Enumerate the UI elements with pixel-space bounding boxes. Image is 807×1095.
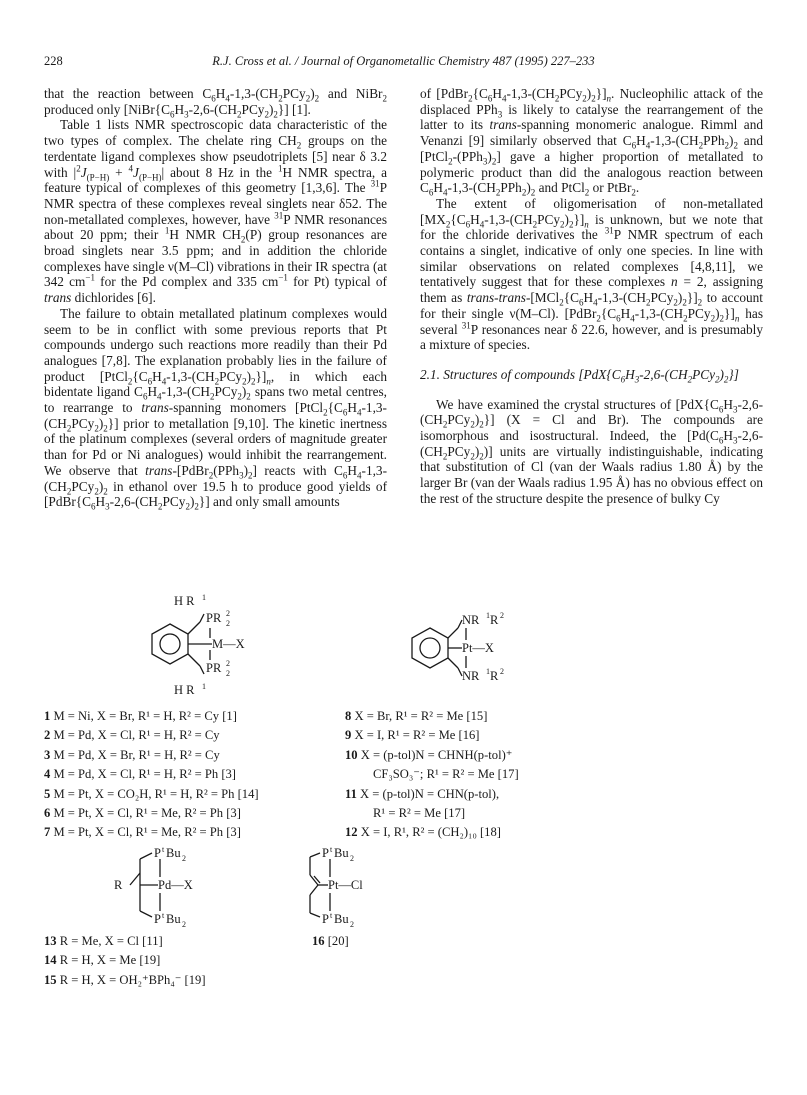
structure-pincer-pcp [130, 592, 300, 707]
compound-entry: 11 X = (p-tol)N = CHN(p-tol), [345, 786, 500, 801]
svg-text:2: 2 [226, 659, 230, 668]
svg-text:2: 2 [226, 619, 230, 628]
svg-text:2: 2 [226, 609, 230, 618]
right-column [420, 86, 763, 507]
svg-text:2: 2 [350, 854, 354, 863]
compound-entry: 15 R = H, X = OH₂⁺BPh₄⁻ [19] [44, 972, 206, 987]
compound-entry: 6 M = Pt, X = Cl, R¹ = Me, R² = Ph [3] [44, 806, 241, 821]
compound-entry: 8 X = Br, R¹ = R² = Me [15] [345, 709, 488, 723]
compound-entry: 14 R = H, X = Me [19] [44, 953, 161, 968]
running-head: R.J. Cross et al. / Journal of Organometallic Chemistry 487 (1995) 227–233 [212, 54, 595, 68]
svg-text:t: t [162, 845, 165, 854]
compound-entry: 9 X = I, R¹ = R² = Me [16] [345, 728, 480, 743]
paragraph: that the reaction between $C_6H_4-1,3-(CH_2PCy_2)_2$ and NiBr$_2$ produced only $[NiBr\{C_6H_3-2,6-(CH_2PCy_2)_2\}]$ [1]. [44, 86, 387, 120]
paragraph: of $[PdBr_2\{C_6H_4-1,3-(CH_2PCy_2)_2\}]_n$. Nucleophilic attack of the displaced PPh$_3$ is likely to catalyse the rearrangement of the latter to its trans-spanning monomeric analogue. Rimml and Venanzi [9] similarly observed that $C_6H_4-1,3-(CH_2PPh_2)_2$ and $[PtCl_2-(PPh_3)_2]$ gave a higher proportion of metallated to polymeric product than did the analogous reaction between $C_6H_4-1,3-(CH_2PPh_2)_2$ and PtCl$_2$ or PtBr$_2$. [420, 86, 764, 198]
compound-entry: 12 X = I, R¹, R² = (CH₂)₁₀ [18] [345, 825, 501, 840]
compound-entry: 13 R = Me, X = Cl [11] [44, 934, 163, 948]
structure-olefinic-pcp [290, 843, 440, 927]
s1-pr2-bottom: PR [206, 661, 222, 675]
compound-list-left [44, 707, 259, 843]
svg-text:2: 2 [182, 920, 186, 927]
s3-pd: Pd—X [158, 878, 193, 892]
svg-text:2: 2 [182, 854, 186, 863]
compound-entry: 7 M = Pt, X = Cl, R¹ = Me, R² = Ph [3] [44, 825, 241, 840]
paragraph: The extent of oligomerisation of non-metallated $[MX_2\{C_6H_4-1,3-(CH_2PCy_2)_2\}]_n$ is unknown, but we note that for the chloride derivatives the $^{31}$P NMR spectrum of each contains a singlet, indicative of only one species. In line with similar observations on related complexes [4,8,11], we tentatively suggest that for these complexes n = 2, assigning them as trans-$trans-[MCl_2\{C_6H_4-1,3-(CH_2PCy_2)_2\}]_2$ to account for their single ν(M–Cl). $[PdBr_2\{C_6H_4-1,3-(CH_2PCy_2)_2\}]_n$ has several $^{31}$P resonances near δ 22.6, however, and is presumably a mixture of species. [420, 195, 764, 353]
page-number: 228 [44, 54, 63, 68]
s1-h-r1-bottom: H R [174, 683, 195, 697]
s2-pt: Pt—X [462, 641, 494, 655]
compound-entry: 2 M = Pd, X = Cl, R¹ = H, R² = Cy [44, 728, 220, 743]
svg-text:2: 2 [350, 920, 354, 927]
compound-entry: CF₃SO₃⁻; R¹ = R² = Me [17] [373, 767, 519, 782]
s3-p-bottom: P [154, 912, 161, 926]
paragraph: We have examined the crystal structures of $[PdX\{C_6H_3-2,6-(CH_2PCy_2)_2\}] (X = Cl$ and Br). The compounds are isomorphous and isostructural. Indeed, the $[Pd(C_6H_3-2,6-(CH_2PCy_2)_2)]$ units are virtually indistinguishable, indicating that substitution of Cl (van der Waals radius 1.80 Å) by the larger Br (van der Waals radius 1.95 Å) has no obvious effect on the rest of the structure despite the presence of bulky Cy [420, 396, 763, 506]
section-heading: 2.1. Structures of compounds $[PdX\{C_6H_3-2,6-(CH_2PCy_2)_2\}]$ [420, 366, 739, 385]
svg-text:t: t [330, 845, 333, 854]
compound-entry: 5 M = Pt, X = CO₂H, R¹ = H, R² = Ph [14] [44, 786, 259, 801]
svg-text:2: 2 [500, 667, 504, 676]
compound-label-16 [312, 932, 349, 951]
s4-p-top: P [322, 846, 329, 860]
compound-entry: 1 M = Ni, X = Br, R¹ = H, R² = Cy [1] [44, 709, 237, 723]
s1-metal: M—X [212, 637, 245, 651]
compound-entry: R¹ = R² = Me [17] [373, 806, 466, 821]
svg-text:1: 1 [486, 611, 490, 620]
compound-list-bottom [44, 932, 206, 990]
s2-nr-top: NR [462, 613, 480, 627]
svg-text:Bu: Bu [334, 912, 349, 926]
page-header [44, 54, 763, 70]
compound-list-right [345, 707, 519, 843]
compound-entry: 10 X = (p-tol)N = CHNH(p-tol)⁺ [345, 747, 513, 762]
structure-pincer-ncn [400, 604, 560, 704]
compound-entry: 4 M = Pd, X = Cl, R¹ = H, R² = Ph [3] [44, 767, 237, 782]
compound-entry: 16 [20] [312, 934, 349, 948]
sup: 1 [202, 593, 206, 602]
svg-text:2: 2 [226, 669, 230, 678]
svg-text:Bu: Bu [166, 912, 181, 926]
s4-pt: Pt—Cl [328, 878, 363, 892]
paragraph: The failure to obtain metallated platinum complexes would seem to be in conflict with some previous reports that Pt compounds undergo such reactions more readily than their Pd analogues [7,8]. The explanation probably lies in the failure of product $[PtCl_2\{C_6H_4-1,3-(CH_2PCy_2)_2\}]_n$, in which each bidentate ligand $C_6H_4-1,3-(CH_2PCy_2)_2$ spans two metal centres, to rearrange to trans-spanning monomers $[PtCl_2\{C_6H_4-1,3-(CH_2PCy_2)_2\}]$ prior to metallation [9,10]. The kinetic inertness of the platinum complexes (several orders of magnitude greater than for Pd or Ni analogues) would inhibit the rearrangement. We observe that trans-$[PdBr_2(PPh_3)_2]$ reacts with $C_6H_4-1,3-(CH_2PCy_2)_2$ in ethanol over 19.5 h to produce good yields of $[PdBr\{C_6H_3-2,6-(CH_2PCy_2)_2\}]$ and only small amounts [44, 305, 387, 512]
svg-text:t: t [162, 911, 165, 920]
svg-text:R: R [490, 669, 499, 683]
s3-r: R [114, 878, 123, 892]
s1-h-r1-top: H R [174, 594, 195, 608]
svg-text:1: 1 [202, 682, 206, 691]
s2-nr-bottom: NR [462, 669, 480, 683]
svg-text:t: t [330, 911, 333, 920]
svg-text:R: R [490, 613, 499, 627]
left-column [44, 86, 387, 510]
svg-text:2: 2 [500, 611, 504, 620]
structure-aliphatic-pcp [104, 843, 254, 927]
s3-p-top: P [154, 846, 161, 860]
compound-entry: 3 M = Pd, X = Br, R¹ = H, R² = Cy [44, 747, 220, 762]
paragraph: Table 1 lists NMR spectroscopic data characteristic of the two types of complex. The chelate ring $CH_2$ groups on the terdentate ligand complexes show pseudotriplets [5] near δ 3.2 with $|^2J_{(P-H)} + ^4J_{(P-H)}|$ about 8 Hz in the $^1$H NMR spectra, a feature typical of complexes of this geometry [1,3,6]. The $^{31}$P NMR spectra of these complexes reveal singlets near δ52. The non-metallated complexes, however, have $^{31}$P NMR resonances about 20 ppm; their $^1$H NMR $CH_2(P)$ group resonances are broad singlets near 3.5 ppm; and in addition the chloride complexes have single ν(M–Cl) vibrations in their IR spectra (at 342 $cm^{-1}$ for the Pd complex and 335 $cm^{-1}$ for Pt) typical of trans dichlorides [6]. [44, 117, 387, 306]
svg-text:Bu: Bu [334, 846, 349, 860]
svg-text:1: 1 [486, 667, 490, 676]
svg-text:Bu: Bu [166, 846, 181, 860]
s1-pr2-top: PR [206, 611, 222, 625]
s4-p-bottom: P [322, 912, 329, 926]
